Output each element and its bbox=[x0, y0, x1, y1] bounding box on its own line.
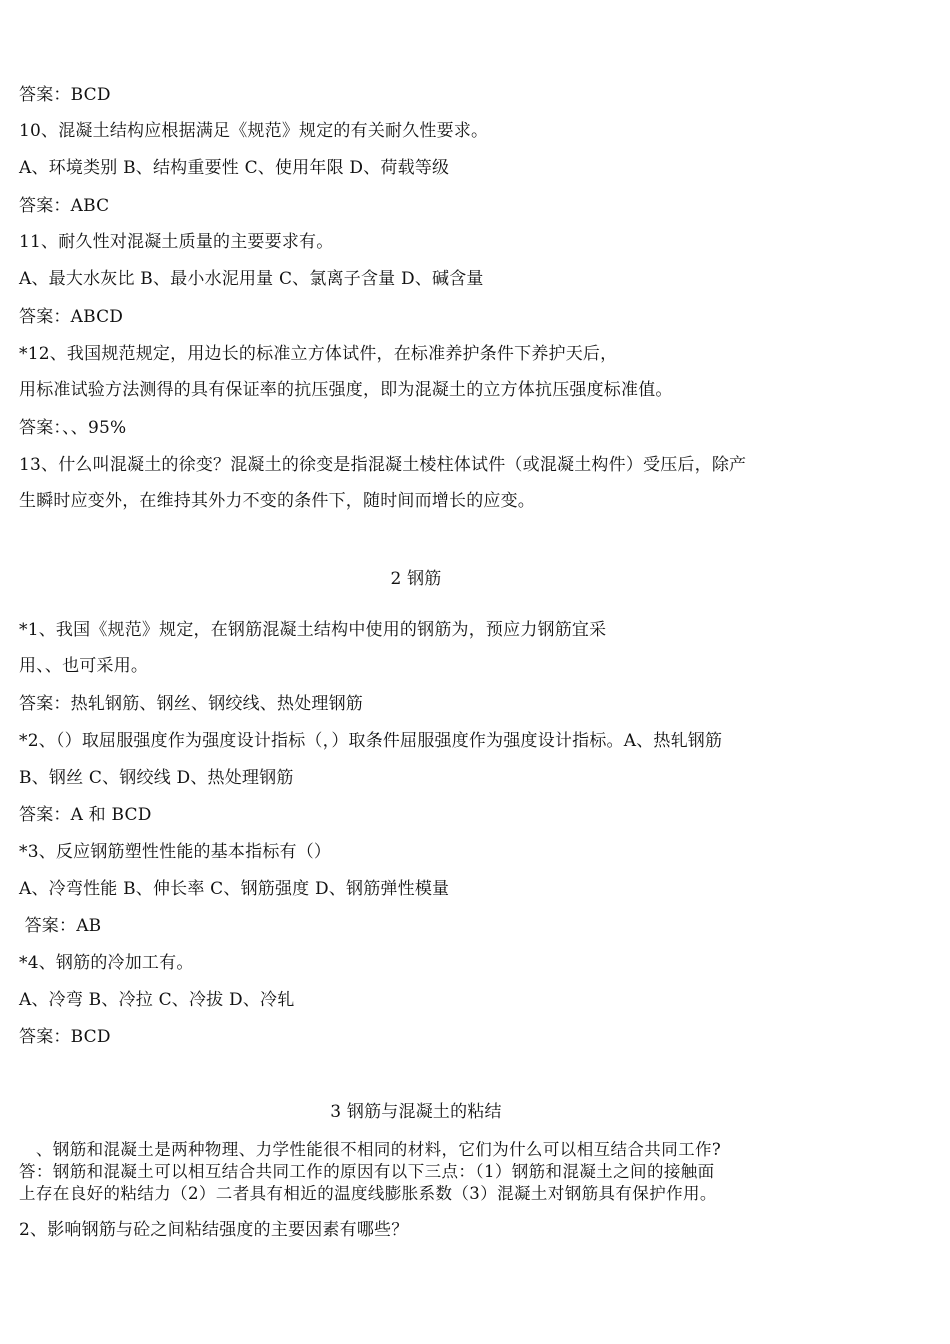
q12-text-line2: 用标准试验方法测得的具有保证率的抗压强度，即为混凝土的立方体抗压强度标准值。 bbox=[19, 380, 673, 400]
q11-options: A、最大水灰比 B、最小水泥用量 C、氯离子含量 D、碱含量 bbox=[19, 269, 484, 289]
q12-answer: 答案：、、95% bbox=[19, 418, 127, 438]
s2-q4-answer: 答案：BCD bbox=[19, 1027, 111, 1047]
s2-q1-line1: *1、我国《规范》规定，在钢筋混凝土结构中使用的钢筋为，预应力钢筋宜采 bbox=[19, 620, 607, 640]
s2-q3-options: A、冷弯性能 B、伸长率 C、钢筋强度 D、钢筋弹性模量 bbox=[19, 879, 450, 899]
s2-q2-line1: *2、（）取屈服强度作为强度设计指标（，）取条件屈服强度作为强度设计指标。A、热轧钢筋 bbox=[19, 731, 723, 751]
s3-q2-text: 2、影响钢筋与砼之间粘结强度的主要因素有哪些？ bbox=[19, 1220, 409, 1240]
s3-q1-line2: 答：钢筋和混凝土可以相互结合共同工作的原因有以下三点：（1）钢筋和混凝土之间的接触面 bbox=[19, 1162, 715, 1181]
q11-answer: 答案：ABCD bbox=[19, 307, 124, 327]
s3-q1-line1: 、钢筋和混凝土是两种物理、力学性能很不相同的材料，它们为什么可以相互结合共同工作? bbox=[19, 1140, 722, 1159]
s2-q4-options: A、冷弯 B、冷拉 C、冷拔 D、冷轧 bbox=[19, 990, 295, 1010]
q11-text: 11、耐久性对混凝土质量的主要要求有。 bbox=[19, 232, 334, 252]
s2-q3-answer: 答案：AB bbox=[19, 916, 102, 936]
q10-options: A、环境类别 B、结构重要性 C、使用年限 D、荷载等级 bbox=[19, 158, 450, 178]
s2-q2-answer: 答案：A 和 BCD bbox=[19, 805, 152, 825]
s2-q1-line2: 用、、也可采用。 bbox=[19, 656, 149, 676]
q13-line1: 13、什么叫混凝土的徐变？混凝土的徐变是指混凝土棱柱体试件（或混凝土构件）受压后，除产 bbox=[19, 455, 747, 475]
s2-q1-answer: 答案：热轧钢筋、钢丝、钢绞线、热处理钢筋 bbox=[19, 694, 363, 714]
s2-q3-text: *3、反应钢筋塑性性能的基本指标有（） bbox=[19, 842, 332, 862]
section3-heading: 3 钢筋与混凝土的粘结 bbox=[330, 1102, 502, 1122]
section2-heading: 2 钢筋 bbox=[390, 569, 442, 589]
s2-q2-line2: B、钢丝 C、钢绞线 D、热处理钢筋 bbox=[19, 768, 294, 788]
q10-text: 10、混凝土结构应根据满足《规范》规定的有关耐久性要求。 bbox=[19, 121, 489, 141]
s3-q1-line3: 上存在良好的粘结力（2）二者具有相近的温度线膨胀系数（3）混凝土对钢筋具有保护作用。 bbox=[19, 1184, 717, 1203]
q13-line2: 生瞬时应变外，在维持其外力不变的条件下，随时间而增长的应变。 bbox=[19, 491, 535, 511]
q12-text-line1: *12、我国规范规定，用边长的标准立方体试件，在标准养护条件下养护天后， bbox=[19, 344, 618, 364]
q9-answer: 答案：BCD bbox=[19, 85, 111, 105]
q10-answer: 答案：ABC bbox=[19, 196, 110, 216]
s2-q4-text: *4、钢筋的冷加工有。 bbox=[19, 953, 194, 973]
